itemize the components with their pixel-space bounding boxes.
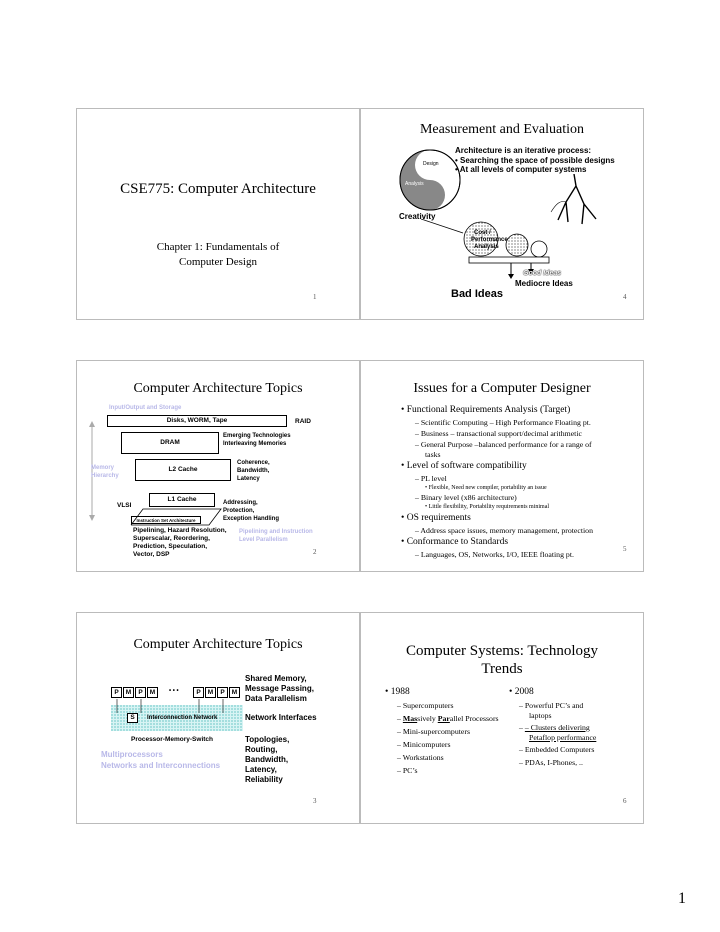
isa-label: Instruction Set Architecture <box>136 518 196 523</box>
slide-1 <box>76 108 360 320</box>
trend-1988-3: – Mini-supercomputers <box>397 727 470 736</box>
trend-2008-2b <box>529 733 596 742</box>
raid-label: RAID <box>295 418 311 425</box>
trend-2008-2: – – Clusters delivering <box>519 723 590 732</box>
pipelining-line-4: Vector, DSP <box>133 551 170 558</box>
memory-hierarchy-arrow <box>89 421 95 521</box>
pm-box-p4: P <box>217 687 228 698</box>
slide-1-title: CSE775: Computer Architecture <box>120 181 316 197</box>
iterative-bullet-2: • At all levels of computer systems <box>455 165 587 174</box>
slide-6-title-line1: Computer Systems: Technology <box>406 643 598 659</box>
issue-4-sub-1: – Languages, OS, Networks, I/O, IEEE floating pt. <box>415 550 574 559</box>
issue-bullet-1: • Functional Requirements Analysis (Target) <box>401 405 571 415</box>
reliability-label: Reliability <box>245 775 283 784</box>
slide-1-subtitle-line2: Computer Design <box>179 256 257 268</box>
creativity-label: Creativity <box>399 212 436 221</box>
slide-6 <box>360 612 644 824</box>
network-interfaces-label: Network Interfaces <box>245 713 317 722</box>
pipelining-line-1: Pipelining, Hazard Resolution, <box>133 527 227 534</box>
cost-line-2: Performance <box>471 237 508 243</box>
issue-2-sub-1: – PL level <box>415 474 447 483</box>
issue-2-sub-1a: • Flexible, Need new compiler, portability an issue <box>425 485 547 491</box>
switch-box: S <box>127 713 138 723</box>
pm-box-m3: M <box>205 687 216 698</box>
trend-1988-4: – Minicomputers <box>397 740 451 749</box>
io-storage-label: Input/Output and Storage <box>109 405 182 411</box>
trend-2008-1: – Powerful PC’s and <box>519 701 584 710</box>
bandwidth-label: Bandwidth, <box>237 468 270 474</box>
trend-1988-6: – PC’s <box>397 766 418 775</box>
emerging-label: Emerging Technologies <box>223 433 291 439</box>
year-1988: • 1988 <box>385 687 410 697</box>
data-parallelism-label: Data Parallelism <box>245 694 307 703</box>
iterative-process-heading: Architecture is an iterative process: <box>455 146 592 155</box>
mediocre-ideas-label: Mediocre Ideas <box>515 279 573 288</box>
yin-yang-diagram <box>399 149 461 211</box>
disks-box <box>107 415 287 427</box>
issue-1-sub-3: – General Purpose –balanced performance for a range of <box>415 440 592 449</box>
message-passing-label: Message Passing, <box>245 684 314 693</box>
slide-4-number: 4 <box>623 293 627 301</box>
pipelining-line-3: Prediction, Speculation, <box>133 543 208 550</box>
pm-ellipsis: • • • <box>169 688 179 694</box>
issue-bullet-4-text: Conformance to Standards <box>406 537 509 547</box>
interconnection-network-label: Interconnection Network <box>147 715 218 721</box>
trend-2008-3: – Embedded Computers <box>519 745 595 754</box>
exception-label: Exception Handling <box>223 516 280 522</box>
pm-box-p2: P <box>135 687 146 698</box>
pm-box-m2: M <box>147 687 158 698</box>
l2-cache-label: L2 Cache <box>168 466 198 473</box>
addressing-label: Addressing, <box>223 500 258 506</box>
issue-1-sub-3b: tasks <box>425 450 441 459</box>
processor-memory-switch-label: Processor-Memory-Switch <box>131 736 213 743</box>
networks-interconnections-label: Networks and Interconnections <box>101 761 221 770</box>
pm-box-p1: P <box>111 687 122 698</box>
l2-cache-box <box>135 459 231 481</box>
yin-design-label: Design <box>423 161 439 167</box>
topologies-label: Topologies, <box>245 735 290 744</box>
trend-1988-1: – Supercomputers <box>397 701 454 710</box>
issue-bullet-2-text: Level of software compatibility <box>406 461 527 471</box>
interleaving-label: Interleaving Memories <box>223 441 287 447</box>
l1-cache-label: L1 Cache <box>167 496 197 503</box>
l1-cache-box <box>149 493 215 507</box>
year-2008-text: 2008 <box>514 687 534 697</box>
issue-bullet-3: • OS requirements <box>401 513 471 523</box>
slide-5-title: Issues for a Computer Designer <box>413 381 591 396</box>
vlsi-label: VLSI <box>117 502 132 509</box>
slide-6-title-line2: Trends <box>481 661 523 677</box>
pipelining-line-2: Superscalar, Reordering, <box>133 535 210 542</box>
bandwidth-net-label: Bandwidth, <box>245 755 289 764</box>
slide-3-number: 3 <box>313 797 317 805</box>
issue-1-sub-1: – Scientific Computing – High Performance Floating pt. <box>415 418 591 427</box>
slide-3-title: Computer Architecture Topics <box>133 637 303 652</box>
slide-6-number: 6 <box>623 797 627 805</box>
bad-ideas-label: Bad Ideas <box>451 288 503 300</box>
coherence-label: Coherence, <box>237 460 270 466</box>
latency-label: Latency <box>237 476 260 482</box>
slide-1-subtitle-line1: Chapter 1: Fundamentals of <box>156 241 280 253</box>
ilp-line-1: Pipelining and Instruction <box>239 529 313 535</box>
slide-5 <box>360 360 644 572</box>
issue-1-sub-2: – Business – transactional support/decimal arithmetic <box>415 429 582 438</box>
pm-row <box>111 687 241 699</box>
hierarchy-label: Hierarchy <box>91 473 119 479</box>
disks-label: Disks, WORM, Tape <box>166 417 228 424</box>
trend-2008-2-text: – Clusters delivering <box>524 723 590 732</box>
dram-label: DRAM <box>160 439 180 446</box>
cost-line-1: Cost / <box>474 230 491 236</box>
slide-5-number: 5 <box>623 545 627 553</box>
slide-2-number: 2 <box>313 548 317 556</box>
issue-2-sub-2: – Binary level (x86 architecture) <box>415 493 517 502</box>
pm-box-m1: M <box>123 687 134 698</box>
pm-box-p3: P <box>193 687 204 698</box>
multiprocessors-label: Multiprocessors <box>101 750 163 759</box>
yin-analysis-label: Analysis <box>405 181 424 187</box>
slide-2 <box>76 360 360 572</box>
slide-1-number: 1 <box>313 293 317 301</box>
trend-2008-2b-text: Petaflop performance <box>529 733 597 742</box>
issue-2-sub-2a: • Little flexibility, Portability requirements minimal <box>425 504 550 510</box>
memory-label: Memory <box>91 465 115 471</box>
latency-net-label: Latency, <box>245 765 277 774</box>
shared-memory-label: Shared Memory, <box>245 674 307 683</box>
page-number: 1 <box>678 890 686 907</box>
routing-label: Routing, <box>245 745 278 754</box>
slide-4-title: Measurement and Evaluation <box>419 122 585 137</box>
slide-3 <box>76 612 360 824</box>
dram-box <box>121 432 219 454</box>
trend-1988-5: – Workstations <box>397 753 444 762</box>
slide-4 <box>360 108 644 320</box>
issue-3-sub-1: – Address space issues, memory management, protection <box>415 526 593 535</box>
iterative-bullet-1: • Searching the space of possible designs <box>455 156 615 165</box>
issue-bullet-2: • Level of software compatibility <box>401 461 527 471</box>
ilp-line-2: Level Parallelism <box>239 537 288 543</box>
trend-2008-4: – PDAs, I-Phones, .. <box>519 758 583 767</box>
year-2008: • 2008 <box>509 687 534 697</box>
year-1988-text: 1988 <box>390 687 410 697</box>
cost-line-3: Analysis <box>474 244 499 250</box>
issue-bullet-1-text: Functional Requirements Analysis (Target) <box>406 405 571 415</box>
pm-box-m4: M <box>229 687 240 698</box>
design-tree-diagram <box>546 174 606 229</box>
slide-2-title: Computer Architecture Topics <box>133 381 303 396</box>
isa-plane <box>129 507 223 527</box>
trend-1988-2: – Massively Parallel Processors <box>397 714 499 723</box>
issue-bullet-4: • Conformance to Standards <box>401 537 509 547</box>
trend-2008-1b: laptops <box>529 711 552 720</box>
good-ideas-label: Good Ideas <box>523 270 562 277</box>
protection-label: Protection, <box>223 508 255 514</box>
issue-bullet-3-text: OS requirements <box>406 513 471 523</box>
